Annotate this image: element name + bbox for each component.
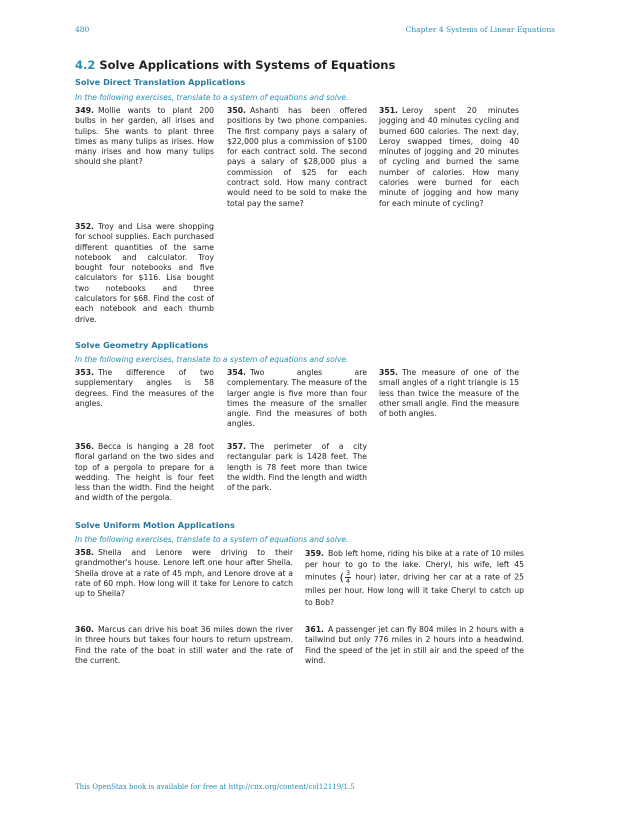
exercise-number: 355. bbox=[379, 368, 398, 377]
exercise-354 bbox=[227, 368, 367, 430]
exercise-number: 353. bbox=[75, 368, 94, 377]
instruction-uniform-motion: In the following exercises, translate to a system of equations and solve. bbox=[75, 535, 349, 544]
open-paren: ( bbox=[339, 571, 344, 585]
exercise-text-part-2: hour) later, driving her car at a rate of 25 miles per hour. How long will it take Cheryl to catch up to Bob? bbox=[305, 572, 524, 607]
page-number: 480 bbox=[75, 25, 90, 34]
exercise-number: 351. bbox=[379, 106, 398, 115]
subheading-direct-translation: Solve Direct Translation Applications bbox=[75, 77, 246, 87]
exercise-text: Marcus can drive his boat 36 miles down the river in three hours but takes four hours to return upstream. Find the rate of the boat in still water and the rate of the current. bbox=[75, 625, 293, 665]
exercise-text: The measure of one of the small angles of a right triangle is 15 less than twice the measure of the other small angle. Find the measure of both angles. bbox=[379, 368, 519, 419]
fraction-three-quarters bbox=[345, 570, 351, 585]
exercise-text: Mollie wants to plant 200 bulbs in her garden, all irises and tulips. She wants to plant three times as many tulips as irises. How many irises and how many tulips should she plant? bbox=[75, 106, 214, 167]
exercise-359 bbox=[305, 548, 524, 608]
exercise-number: 361. bbox=[305, 625, 324, 634]
exercise-text: Troy and Lisa were shopping for school supplies. Each purchased different quantities of the same notebook and calculator. Troy bought four notebooks and five calculators for $116. Lisa bought two notebooks and three calculators for $68. Find the cost of each notebook and each thumb drive. bbox=[75, 222, 214, 324]
exercise-357 bbox=[227, 442, 367, 493]
exercise-text: The difference of two supplementary angles is 58 degrees. Find the measures of the angles. bbox=[75, 368, 214, 408]
exercise-text-part-1: Bob left home, riding his bike at a rate of 10 miles per hour to go to the lake. Cheryl, his wife, left 45 minutes bbox=[305, 549, 524, 582]
exercise-number: 360. bbox=[75, 625, 94, 634]
instruction-geometry: In the following exercises, translate to a system of equations and solve. bbox=[75, 355, 349, 364]
exercise-353 bbox=[75, 368, 214, 409]
exercise-number: 358. bbox=[75, 548, 94, 557]
instruction-direct-translation: In the following exercises, translate to a system of equations and solve. bbox=[75, 93, 349, 102]
exercise-text: Two angles are complementary. The measure of the larger angle is five more than four times the measure of the smaller angle. Find the measures of both angles. bbox=[227, 368, 367, 429]
exercise-360 bbox=[75, 625, 293, 666]
exercise-358 bbox=[75, 548, 293, 599]
exercise-number: 356. bbox=[75, 442, 94, 451]
footer-text: This OpenStax book is available for free at http://cnx.org/content/col12119/1.5 bbox=[75, 783, 355, 791]
exercise-361 bbox=[305, 625, 524, 666]
exercise-text: Becca is hanging a 28 foot floral garland on the two sides and top of a pergola to prepare for a wedding. The height is four feet less than the width. Find the height and width of the pergola. bbox=[75, 442, 214, 503]
exercise-number: 359. bbox=[305, 549, 324, 558]
exercise-number: 354. bbox=[227, 368, 246, 377]
exercise-349 bbox=[75, 106, 214, 168]
exercise-number: 357. bbox=[227, 442, 246, 451]
exercise-text: Leroy spent 20 minutes jogging and 40 minutes cycling and burned 600 calories. The next day, Leroy swapped times, doing 40 minutes of jogging and 20 minutes of cycling and burned the same number of calories. How many calories were burned for each minute of jogging and how many for each minute of cycling? bbox=[379, 106, 519, 208]
section-number: 4.2 bbox=[75, 58, 96, 72]
exercise-350 bbox=[227, 106, 367, 209]
exercise-number: 350. bbox=[227, 106, 246, 115]
section-title-text: Solve Applications with Systems of Equations bbox=[99, 58, 396, 72]
section-title bbox=[75, 58, 395, 72]
fraction-numerator: 3 bbox=[345, 569, 351, 578]
exercise-number: 349. bbox=[75, 106, 94, 115]
exercise-number: 352. bbox=[75, 222, 94, 231]
fraction-denominator: 4 bbox=[345, 577, 351, 586]
exercise-text: Sheila and Lenore were driving to their grandmother's house. Lenore left one hour after Sheila. Sheila drove at a rate of 45 mph, and Lenore drove at a rate of 60 mph. How long will it take for Lenore to catch up to Sheila? bbox=[75, 548, 293, 599]
subheading-geometry: Solve Geometry Applications bbox=[75, 340, 209, 350]
exercise-text: The perimeter of a city rectangular park is 1428 feet. The length is 78 feet more than twice the width. Find the length and width of the park. bbox=[227, 442, 367, 493]
chapter-title: Chapter 4 Systems of Linear Equations bbox=[405, 25, 555, 34]
exercise-352 bbox=[75, 222, 214, 325]
exercise-text: Ashanti has been offered positions by two phone companies. The first company pays a salary of $22,000 plus a commission of $100 for each contract sold. The second pays a salary of $28,000 plus a commission of $25 for each contract sold. How many contract would need to be sold to make the total pay the same? bbox=[227, 106, 367, 208]
subheading-uniform-motion: Solve Uniform Motion Applications bbox=[75, 520, 235, 530]
exercise-356 bbox=[75, 442, 214, 504]
exercise-text: A passenger jet can fly 804 miles in 2 hours with a tailwind but only 776 miles in 2 hours into a headwind. Find the speed of the jet in still air and the speed of the wind. bbox=[305, 625, 524, 665]
exercise-351 bbox=[379, 106, 519, 209]
exercise-355 bbox=[379, 368, 519, 419]
